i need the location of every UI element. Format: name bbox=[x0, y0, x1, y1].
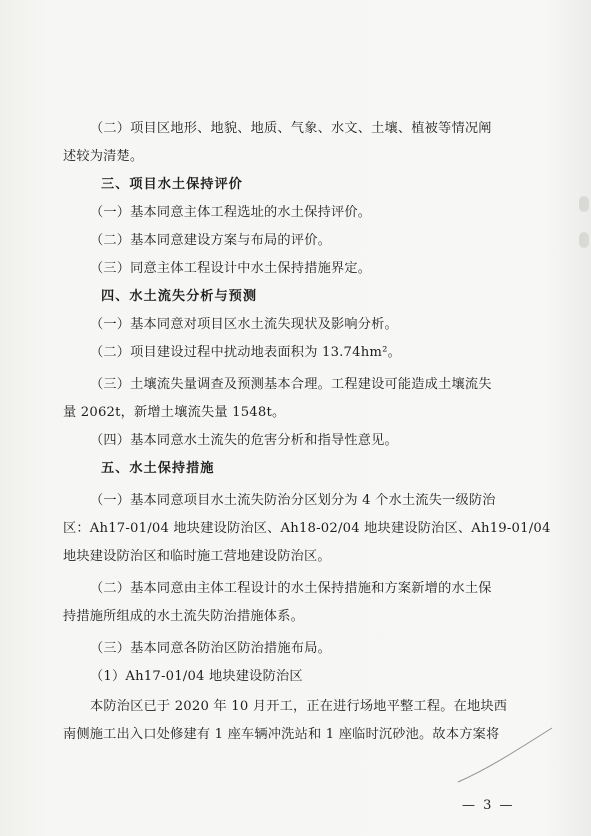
page-number: — 3 — bbox=[462, 798, 515, 813]
text-line-22: 南侧施工出入口处修建有 1 座车辆冲洗站和 1 座临时沉砂池。故本方案将 bbox=[63, 727, 500, 742]
text-line-6: （三）同意主体工程设计中水土保持措施界定。 bbox=[90, 261, 372, 276]
text-line-15: 区：Ah17-01/04 地块建设防治区、Ah18-02/04 地块建设防治区、Ah19-01/04 bbox=[63, 521, 551, 536]
text-line-5: （二）基本同意建设方案与布局的评价。 bbox=[90, 233, 331, 248]
text-line-19: （三）基本同意各防治区防治措施布局。 bbox=[90, 641, 331, 656]
text-line-8: （一）基本同意对项目区水土流失现状及影响分析。 bbox=[90, 317, 398, 332]
text-line-16: 地块建设防治区和临时施工营地建设防治区。 bbox=[63, 549, 331, 564]
section-heading-4: 四、水土流失分析与预测 bbox=[101, 289, 258, 304]
text-line-18: 持措施所组成的水土流失防治措施体系。 bbox=[63, 609, 304, 624]
text-line-11: 量 2062t，新增土壤流失量 1548t。 bbox=[63, 405, 286, 420]
text-line-14: （一）基本同意项目水土流失防治分区划分为 4 个水土流失一级防治 bbox=[90, 493, 496, 508]
text-line-4: （一）基本同意主体工程选址的水土保持评价。 bbox=[90, 205, 372, 220]
section-heading-5: 五、水土保持措施 bbox=[101, 461, 215, 476]
text-line-17: （二）基本同意由主体工程设计的水土保持措施和方案新增的水土保 bbox=[90, 581, 492, 596]
section-heading-3: 三、项目水土保持评价 bbox=[101, 177, 243, 192]
text-line-21: 本防治区已于 2020 年 10 月开工，正在进行场地平整工程。在地块西 bbox=[90, 699, 508, 714]
sub-heading-1: （1）Ah17-01/04 地块建设防治区 bbox=[90, 669, 303, 684]
text-line-10: （三）土壤流失量调查及预测基本合理。工程建设可能造成土壤流失 bbox=[90, 377, 492, 392]
text-line-12: （四）基本同意水土流失的危害分析和指导性意见。 bbox=[90, 433, 398, 448]
text-line-2: 述较为清楚。 bbox=[63, 149, 144, 164]
text-line-1: （二）项目区地形、地貌、地质、气象、水文、土壤、植被等情况阐 bbox=[90, 121, 492, 136]
text-line-9: （二）项目建设过程中扰动地表面积为 13.74hm²。 bbox=[90, 345, 402, 360]
